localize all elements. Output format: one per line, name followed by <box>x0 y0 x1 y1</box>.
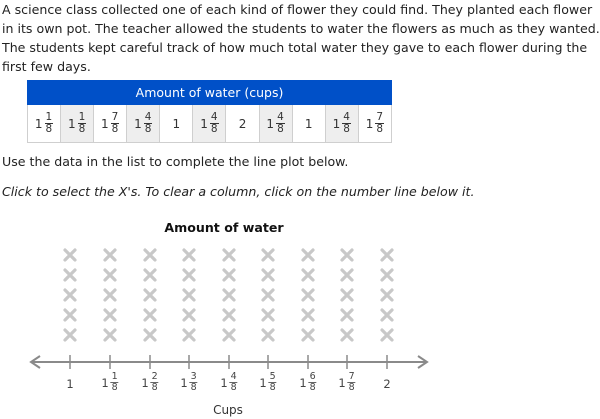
mixed-number <box>66 377 73 391</box>
whole-part: 1 <box>299 375 307 390</box>
whole-part: 1 <box>259 375 267 390</box>
denominator: 8 <box>376 123 384 135</box>
whole-part: 1 <box>141 375 149 390</box>
whole-part: 1 <box>134 116 142 131</box>
denominator: 8 <box>348 382 355 393</box>
whole-part: 1 <box>101 116 109 131</box>
number-line-clear-target[interactable] <box>30 352 428 372</box>
numerator: 4 <box>144 111 152 123</box>
numerator: 1 <box>45 111 53 123</box>
table-header: Amount of water (cups) <box>28 81 392 105</box>
mixed-number <box>141 372 158 393</box>
mixed-number <box>101 372 118 393</box>
numerator: 7 <box>376 111 384 123</box>
fraction <box>269 372 277 393</box>
denominator: 8 <box>230 382 237 393</box>
fraction <box>190 372 198 393</box>
whole-part: 1 <box>266 116 275 131</box>
denominator: 8 <box>78 123 86 135</box>
tick-label <box>220 372 237 393</box>
numerator: 4 <box>230 371 237 382</box>
hint-text: Click to select the X's. To clear a column, click on the number line below it. <box>2 184 475 199</box>
denominator: 8 <box>309 382 316 393</box>
numerator: 1 <box>111 371 118 382</box>
whole-part: 1 <box>220 375 228 390</box>
numerator: 7 <box>111 111 119 123</box>
numerator: 4 <box>210 111 218 123</box>
fraction <box>230 372 238 393</box>
numerator: 3 <box>190 371 197 382</box>
tick-label <box>66 377 73 391</box>
numerator: 2 <box>151 371 158 382</box>
tick-label <box>141 372 158 393</box>
tick-label <box>101 372 118 393</box>
whole-part: 1 <box>338 375 346 390</box>
whole-part: 1 <box>180 375 188 390</box>
tick-label <box>338 372 355 393</box>
tick-label <box>299 372 316 393</box>
numerator: 5 <box>269 371 276 382</box>
denominator: 8 <box>45 123 53 135</box>
mixed-number <box>259 372 276 393</box>
mixed-number <box>383 377 390 391</box>
whole-part: 1 <box>200 116 208 131</box>
whole-part: 1 <box>365 116 374 131</box>
denominator: 8 <box>343 123 350 135</box>
mixed-number <box>338 372 355 393</box>
line-plot-title: Amount of water <box>164 220 284 235</box>
denominator: 8 <box>111 123 119 135</box>
whole-part: 1 <box>304 116 313 131</box>
whole-part: 1 <box>332 116 341 131</box>
numerator: 7 <box>348 371 355 382</box>
whole-part: 2 <box>238 116 247 131</box>
denominator: 8 <box>144 123 152 135</box>
axis-label: Cups <box>213 403 243 417</box>
tick-label <box>259 372 276 393</box>
denominator: 8 <box>277 123 284 135</box>
mixed-number <box>180 372 197 393</box>
whole-part: 2 <box>383 377 391 391</box>
mixed-number <box>220 372 237 393</box>
instruction-text: Use the data in the list to complete the line plot below. <box>2 154 349 169</box>
denominator: 8 <box>269 382 276 393</box>
tick-label <box>383 377 390 391</box>
whole-part: 1 <box>101 375 109 390</box>
numerator: 1 <box>78 111 86 123</box>
fraction <box>309 372 317 393</box>
tick-label <box>180 372 197 393</box>
fraction <box>151 372 159 393</box>
whole-part: 1 <box>66 377 74 391</box>
numerator: 4 <box>277 111 284 123</box>
numerator: 4 <box>343 111 350 123</box>
whole-part: 1 <box>34 116 43 131</box>
mixed-number <box>299 372 316 393</box>
denominator: 8 <box>111 382 118 393</box>
problem-intro: A science class collected one of each kind of flower they could find. They planted each flower in its own pot. The teacher allowed the students to water the flowers as much as they wanted. The students kept careful track of how much total water they gave to each flower during the first few days. <box>2 2 600 74</box>
fraction <box>348 372 356 393</box>
whole-part: 1 <box>172 116 181 131</box>
fraction <box>111 372 119 393</box>
numerator: 6 <box>309 371 316 382</box>
denominator: 8 <box>210 123 218 135</box>
whole-part: 1 <box>67 116 76 131</box>
denominator: 8 <box>190 382 197 393</box>
denominator: 8 <box>151 382 158 393</box>
